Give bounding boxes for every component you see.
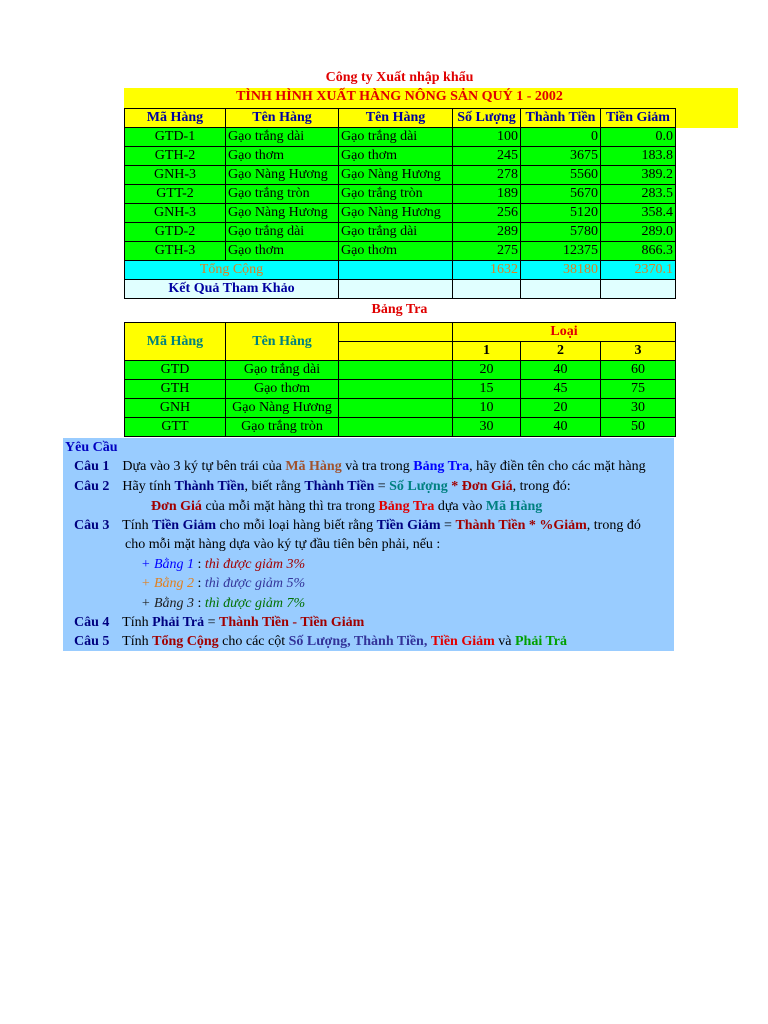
lookup-title: Bảng Tra — [371, 302, 428, 317]
table-cell: Gạo Nàng Hương — [226, 399, 339, 418]
total-row — [125, 261, 676, 280]
table-cell: GTD-1 — [125, 128, 226, 147]
text: Thành Tiền * %Giảm — [455, 518, 587, 533]
table-cell: 40 — [521, 361, 601, 380]
table-cell: Gạo trắng tròn — [226, 185, 339, 204]
lookup-table — [124, 322, 676, 437]
text: Tiền Giảm — [376, 518, 441, 533]
text: + — [141, 557, 154, 572]
table-cell — [453, 280, 521, 299]
header-cell: Tên Hàng — [339, 109, 453, 128]
table-cell: 866.3 — [601, 242, 676, 261]
table-cell: Gạo Nàng Hương — [339, 166, 453, 185]
question-5 — [74, 632, 567, 651]
table-cell: Gạo trắng dài — [339, 223, 453, 242]
table-cell: Gạo thơm — [339, 242, 453, 261]
table-row — [125, 223, 676, 242]
table-cell: 0 — [521, 128, 601, 147]
table-cell: 189 — [453, 185, 521, 204]
table-cell: 20 — [521, 399, 601, 418]
requirements-heading: Yêu Cầu — [65, 440, 118, 455]
table-cell: Gạo thơm — [226, 242, 339, 261]
table-cell — [339, 323, 453, 342]
text: Bằng 1 — [153, 557, 195, 572]
table-row — [125, 128, 676, 147]
text: = — [374, 479, 390, 494]
total-quantity: 1632 — [453, 261, 521, 280]
question-label: Câu 2 — [74, 479, 110, 494]
text: Bằng 3 — [153, 596, 195, 611]
text: Tiền Giảm — [152, 518, 217, 533]
table-cell: Gạo Nàng Hương — [226, 166, 339, 185]
table-cell: 278 — [453, 166, 521, 185]
text: Tính — [122, 634, 153, 649]
lookup-row — [125, 418, 676, 437]
table-cell: Gạo trắng tròn — [339, 185, 453, 204]
table-row — [125, 242, 676, 261]
table-cell: GNH — [125, 399, 226, 418]
header-cell: Thành Tiền — [521, 109, 601, 128]
table-cell: 289 — [453, 223, 521, 242]
table-cell: 40 — [521, 418, 601, 437]
table-cell: 358.4 — [601, 204, 676, 223]
text: = — [440, 518, 456, 533]
text: Hãy tính — [122, 479, 175, 494]
table-cell: GTH — [125, 380, 226, 399]
table-cell: GTD — [125, 361, 226, 380]
lookup-row — [125, 399, 676, 418]
table-cell: GTD-2 — [125, 223, 226, 242]
text: : — [194, 596, 205, 611]
text: , trong đó — [586, 518, 641, 533]
table-cell: 3675 — [521, 147, 601, 166]
text: và — [494, 634, 515, 649]
text: Thành Tiền — [304, 479, 375, 494]
text: Mã Hàng — [485, 499, 543, 514]
loai-level: 1 — [453, 342, 521, 361]
text: Mã Hàng — [285, 459, 342, 474]
table-cell: Gạo trắng dài — [226, 128, 339, 147]
total-amount: 38180 — [521, 261, 601, 280]
table-cell: Gạo trắng dài — [226, 361, 339, 380]
question-3 — [74, 516, 641, 535]
text: dựa vào — [434, 499, 486, 514]
rule-3 — [141, 594, 305, 613]
table-cell — [521, 280, 601, 299]
reference-label: Kết Quả Tham Khảo — [125, 280, 339, 299]
table-cell: GTH-3 — [125, 242, 226, 261]
text: Đơn Giá — [461, 479, 513, 494]
lookup-row — [125, 361, 676, 380]
table-cell: Gạo thơm — [339, 147, 453, 166]
question-4 — [74, 613, 364, 632]
text: Bảng Tra — [378, 499, 435, 514]
text: * — [447, 479, 462, 494]
question-label: Câu 5 — [74, 634, 110, 649]
text: Đơn Giá — [151, 499, 202, 514]
lookup-col-loai: Loại — [453, 323, 676, 342]
table-cell: 256 — [453, 204, 521, 223]
table-cell — [339, 361, 453, 380]
table-cell — [339, 399, 453, 418]
table-cell: 45 — [521, 380, 601, 399]
requirements-panel — [63, 438, 674, 651]
question-1 — [74, 457, 646, 476]
rule-2 — [141, 574, 305, 593]
table-row — [125, 166, 676, 185]
report-title: TÌNH HÌNH XUẤT HÀNG NÔNG SẢN QUÝ 1 - 2002 — [236, 89, 563, 104]
text: Thành Tiền - Tiền Giảm — [219, 615, 365, 630]
table-cell: GNH-3 — [125, 204, 226, 223]
text: Tính — [122, 518, 153, 533]
table-cell: 283.5 — [601, 185, 676, 204]
text: + — [141, 596, 154, 611]
table-cell: Gạo Nàng Hương — [226, 204, 339, 223]
table-cell: 5670 — [521, 185, 601, 204]
question-label: Câu 4 — [74, 615, 110, 630]
loai-level: 2 — [521, 342, 601, 361]
question-2 — [74, 477, 571, 496]
total-label: Tổng Cộng — [125, 261, 339, 280]
text: của mỗi mặt hàng thì tra trong — [201, 499, 379, 514]
table-cell: 12375 — [521, 242, 601, 261]
table-cell: Gạo Nàng Hương — [339, 204, 453, 223]
lookup-col-ma: Mã Hàng — [125, 323, 226, 361]
header-cell: Mã Hàng — [125, 109, 226, 128]
text: = — [204, 615, 220, 630]
question-2-detail — [151, 497, 542, 516]
text: Bằng 2 — [153, 576, 195, 591]
question-3-detail: cho mỗi mặt hàng dựa vào ký tự đầu tiên bên phải, nếu : — [125, 537, 441, 552]
table-row — [125, 185, 676, 204]
text: , trong đó: — [512, 479, 571, 494]
table-cell: GTT-2 — [125, 185, 226, 204]
text: : — [194, 576, 205, 591]
table-row — [125, 147, 676, 166]
table-cell: GNH-3 — [125, 166, 226, 185]
text: Phải Trả — [152, 615, 205, 630]
header-cell: Tiền Giảm — [601, 109, 676, 128]
text: Tổng Cộng — [152, 634, 219, 649]
text: Tính — [122, 615, 153, 630]
table-cell: 30 — [601, 399, 676, 418]
main-table-header — [125, 109, 676, 128]
text: Số Lượng, Thành Tiền, — [288, 634, 428, 649]
text: và tra trong — [341, 459, 414, 474]
text: cho các cột — [218, 634, 289, 649]
text: Tiền Giảm — [430, 634, 495, 649]
text: : — [194, 557, 205, 572]
loai-level: 3 — [601, 342, 676, 361]
text: Bảng Tra — [413, 459, 470, 474]
table-cell: 75 — [601, 380, 676, 399]
company-title: Công ty Xuất nhập khẩu — [325, 70, 474, 85]
table-cell: Gạo trắng dài — [226, 223, 339, 242]
table-cell: 15 — [453, 380, 521, 399]
total-discount: 2370.1 — [601, 261, 676, 280]
table-row — [125, 204, 676, 223]
table-cell: Gạo trắng tròn — [226, 418, 339, 437]
question-label: Câu 3 — [74, 518, 110, 533]
table-cell — [339, 280, 453, 299]
text: thì được giảm 7% — [204, 596, 306, 611]
table-cell: 389.2 — [601, 166, 676, 185]
table-cell — [339, 342, 453, 361]
table-cell: Gạo thơm — [226, 380, 339, 399]
table-cell: 100 — [453, 128, 521, 147]
rule-1 — [141, 555, 305, 574]
table-cell: Gạo thơm — [226, 147, 339, 166]
text: cho mỗi loại hàng biết rằng — [216, 518, 377, 533]
table-cell: 50 — [601, 418, 676, 437]
header-cell: Số Lượng — [453, 109, 521, 128]
table-cell — [339, 380, 453, 399]
text: , biết rằng — [244, 479, 305, 494]
table-cell: 183.8 — [601, 147, 676, 166]
table-cell — [339, 418, 453, 437]
table-cell: GTT — [125, 418, 226, 437]
table-cell — [601, 280, 676, 299]
table-cell: 245 — [453, 147, 521, 166]
table-cell: 275 — [453, 242, 521, 261]
main-table — [124, 108, 676, 299]
lookup-row — [125, 380, 676, 399]
text: Thành Tiền — [174, 479, 245, 494]
lookup-header — [125, 323, 676, 342]
table-cell: Gạo trắng dài — [339, 128, 453, 147]
table-cell: 60 — [601, 361, 676, 380]
table-cell: GTH-2 — [125, 147, 226, 166]
table-cell: 5780 — [521, 223, 601, 242]
table-cell: 0.0 — [601, 128, 676, 147]
table-cell: 289.0 — [601, 223, 676, 242]
question-label: Câu 1 — [74, 459, 110, 474]
table-cell: 5120 — [521, 204, 601, 223]
text: + — [141, 576, 154, 591]
table-cell: 5560 — [521, 166, 601, 185]
lookup-col-ten: Tên Hàng — [226, 323, 339, 361]
text: Dựa vào 3 ký tự bên trái của — [122, 459, 286, 474]
table-cell: 30 — [453, 418, 521, 437]
text: Phải Trả — [514, 634, 567, 649]
text: thì được giảm 5% — [204, 576, 306, 591]
table-cell: 10 — [453, 399, 521, 418]
table-cell: 20 — [453, 361, 521, 380]
reference-row — [125, 280, 676, 299]
text: Số Lượng — [389, 479, 448, 494]
text: thì được giảm 3% — [204, 557, 306, 572]
text: , hãy điền tên cho các mặt hàng — [469, 459, 646, 474]
header-cell: Tên Hàng — [226, 109, 339, 128]
table-cell — [339, 261, 453, 280]
